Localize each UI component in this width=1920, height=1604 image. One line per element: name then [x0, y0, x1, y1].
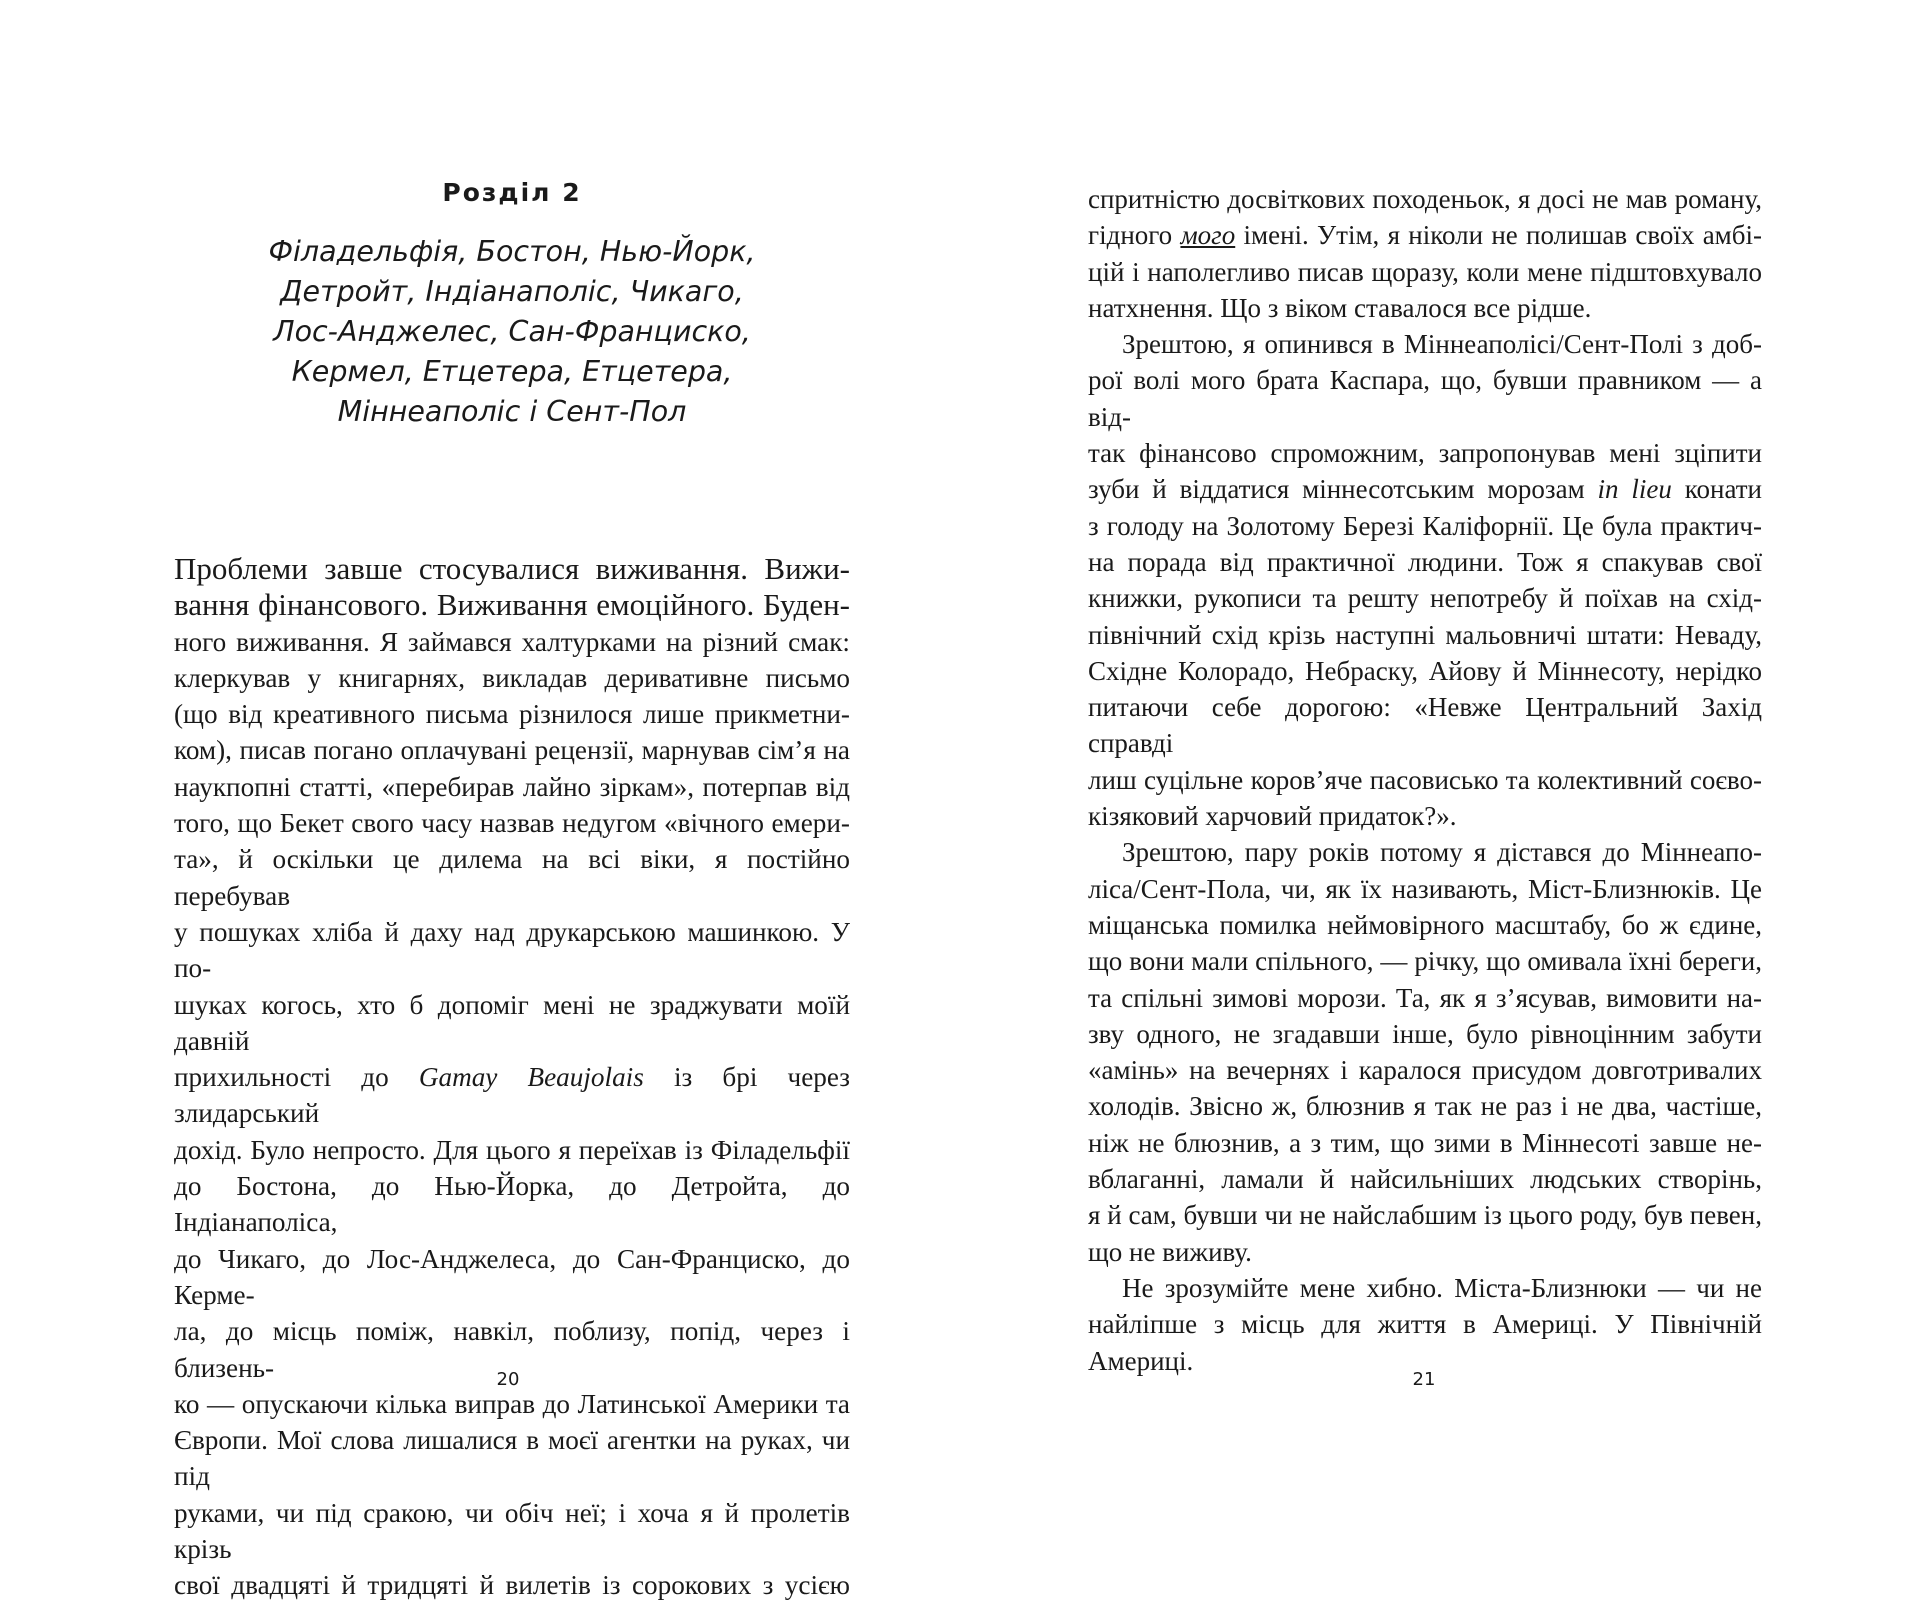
body-line: Східне Колорадо, Небраску, Айову й Міннесоту, нерідко [1088, 655, 1762, 686]
body-line: з голоду на Золотому Березі Каліфорнії. Це була практич- [1088, 510, 1762, 541]
body-line: натхнення. Що з віком ставалося все рідше. [1088, 292, 1592, 323]
chapter-title-line: Лос-Анджелес, Сан-Франциско, [273, 315, 751, 348]
body-line: цій і наполегливо писав щоразу, коли мене підштовхувало [1088, 256, 1762, 287]
chapter-title [174, 232, 850, 432]
body-line: зуби й віддатися міннесотським морозам in lieu конати [1088, 474, 1762, 505]
body-line: зву одного, не згадавши інше, було рівноцінним забути [1088, 1018, 1762, 1049]
body-line: клеркував у книгарнях, викладав деривативне письмо [174, 662, 850, 693]
body-line: (що від креативного письма різнилося лише прикметни- [174, 699, 850, 730]
body-paragraph [1088, 1270, 1762, 1379]
body-line: рої волі мого брата Каспара, що, бувши правником — а від- [1088, 365, 1762, 432]
body-line: Зрештою, я опинився в Міннеаполісі/Сент-Полі з доб- [1122, 329, 1762, 360]
body-line: Зрештою, пару років потому я дістався до Міннеапо- [1122, 837, 1762, 868]
emphasized-word: мого [1180, 220, 1236, 251]
body-line: що не виживу. [1088, 1236, 1252, 1267]
right-page [1088, 0, 1762, 1485]
body-line: та спільні зимові морози. Та, як я з’ясував, вимовити на- [1088, 982, 1762, 1013]
page-number: 20 [496, 1369, 520, 1390]
body-line: лиш суцільне коров’яче пасовисько та колективний соєво- [1088, 764, 1762, 795]
chapter-title-line: Філадельфія, Бостон, Нью-Йорк, [268, 235, 756, 268]
body-line: ла, до місць поміж, навкіл, поблизу, попід, через і близень- [174, 1316, 850, 1383]
body-line: гідного мого імені. Утім, я ніколи не полишав своїх амбі- [1088, 220, 1762, 251]
body-paragraph [1088, 181, 1762, 326]
body-line: найліпше з місць для життя в Америці. У Північній Америці. [1088, 1309, 1762, 1376]
body-line: дохід. Було непросто. Для цього я переїхав із Філадельфії [174, 1134, 850, 1165]
body-line: вання фінансового. Виживання емоційного. Буден- [174, 587, 850, 623]
page-number: 21 [1412, 1369, 1436, 1390]
body-line: ком), писав погано оплачувані рецензії, марнував сім’я на [174, 735, 850, 766]
body-line: свої двадцяті й тридцяті й вилетів із сорокових з усією [174, 1570, 850, 1601]
left-body-text [174, 551, 850, 1604]
body-paragraph [174, 551, 850, 1604]
body-line-with-italic: прихильності до Gamay Beaujolais із брі через злидарський [174, 1062, 850, 1129]
body-line: так фінансово спроможним, запропонував мені зціпити [1088, 438, 1762, 469]
body-line: міщанська помилка неймовірного масштабу, бо ж єдине, [1088, 909, 1762, 940]
chapter-title-line: Міннеаполіс і Сент-Пол [337, 395, 687, 428]
body-line: Європи. Мої слова лишалися в моєї агентки на руках, чи під [174, 1425, 850, 1492]
body-line: Проблеми завше стосувалися виживання. Вижи- [174, 551, 850, 586]
body-line: кізяковий харчовий придаток?». [1088, 801, 1457, 832]
chapter-title-line: Кермел, Етцетера, Етцетера, [291, 355, 733, 388]
body-line: до Бостона, до Нью-Йорка, до Детройта, до Індіанаполіса, [174, 1171, 850, 1238]
body-line: руками, чи під сракою, чи обіч неї; і хоча я й пролетів крізь [174, 1497, 850, 1565]
body-line: того, що Бекет свого часу назвав недугом «вічного емери- [174, 808, 850, 839]
body-line: на порада від практичної людини. Тож я спакував свої [1088, 546, 1762, 577]
body-line: ніж не блюзнив, а з тим, що зими в Міннесоті завше не- [1088, 1127, 1762, 1158]
body-line: що вони мали спільного, — річку, що омивала їхні береги, [1088, 946, 1762, 977]
body-line: північний схід крізь наступні мальовничі штати: Неваду, [1088, 619, 1762, 650]
body-line: та», й оскільки це дилема на всі віки, я постійно перебував [174, 844, 850, 911]
body-line: холодів. Звісно ж, блюзнив я так не раз і не два, частіше, [1088, 1091, 1762, 1122]
body-line: книжки, рукописи та решту непотребу й поїхав на схід- [1088, 583, 1762, 614]
body-line: Не зрозумійте мене хибно. Міста-Близнюки — чи не [1122, 1272, 1762, 1303]
body-line: ліса/Сент-Пола, чи, як їх називають, Міст-Близнюків. Це [1088, 873, 1762, 904]
right-body-text [1088, 181, 1762, 1379]
body-paragraph [1088, 326, 1762, 834]
body-line: я й сам, бувши чи не найслабшим із цього роду, був певен, [1088, 1200, 1762, 1231]
body-line: вблаганні, ламали й найсильніших людських створінь, [1088, 1164, 1762, 1195]
body-line: до Чикаго, до Лос-Анджелеса, до Сан-Франциско, до Керме- [174, 1243, 850, 1310]
body-line: наукпопні статті, «перебирав лайно зіркам», потерпав від [174, 771, 850, 802]
italic-phrase: in lieu [1597, 474, 1672, 505]
body-line: ного виживання. Я займався халтурками на різний смак: [174, 626, 850, 657]
body-line: у пошуках хліба й даху над друкарською машинкою. У по- [174, 916, 850, 984]
body-line: шуках когось, хто б допоміг мені не зраджувати моїй давній [174, 989, 850, 1056]
body-line: спритністю досвіткових походеньок, я досі не мав роману, [1088, 184, 1762, 214]
body-line: ко — опускаючи кілька виправ до Латинської Америки та [174, 1388, 850, 1419]
body-line: питаючи себе дорогою: «Невже Центральний Захід справді [1088, 692, 1762, 759]
left-page [174, 0, 850, 1601]
chapter-label: Розділ 2 [442, 178, 582, 207]
body-line: «амінь» на вечернях і каралося присудом довготривалих [1088, 1055, 1762, 1086]
body-paragraph [1088, 834, 1762, 1270]
italic-phrase: Gamay Beaujolais [418, 1062, 644, 1093]
chapter-title-line: Детройт, Індіанаполіс, Чикаго, [280, 275, 744, 308]
